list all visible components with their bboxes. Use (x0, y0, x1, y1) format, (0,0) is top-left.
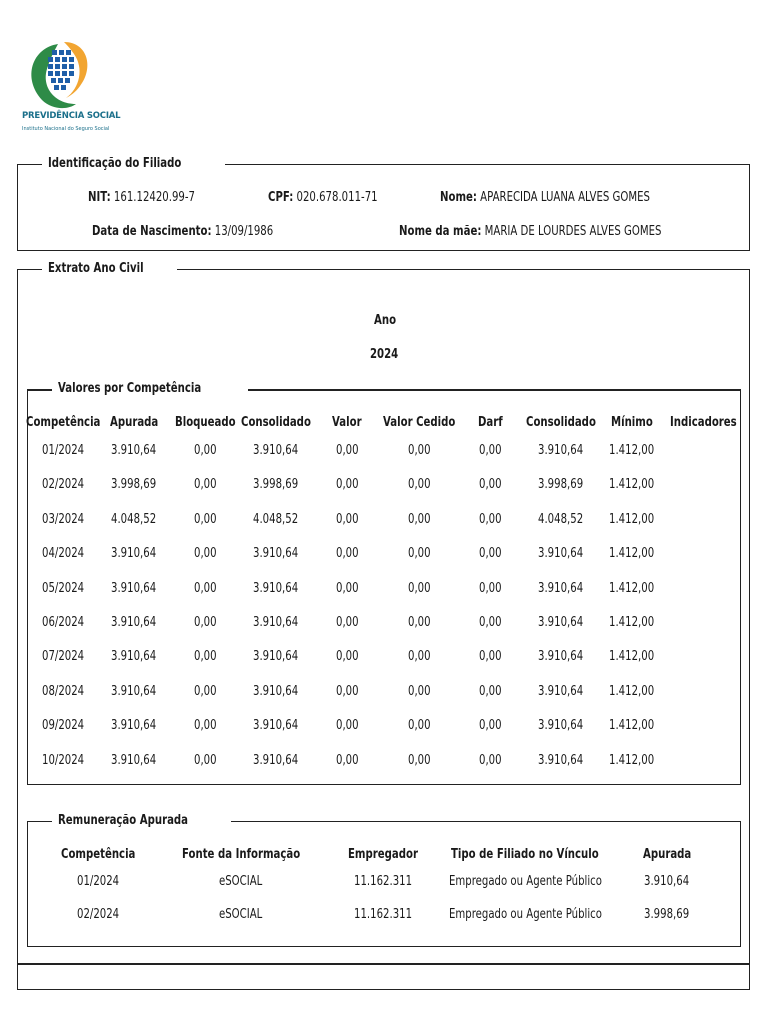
mae-label: Nome da mãe: (399, 224, 482, 239)
previdencia-social-logo (18, 38, 108, 138)
valores-cell: 0,00 (335, 511, 359, 527)
valores-cell: 4.048,52 (111, 511, 157, 527)
logo-subtitle: Instituto Nacional do Seguro Social (22, 126, 110, 132)
valores-cell: 0,00 (407, 752, 431, 768)
nascimento-value: 13/09/1986 (214, 224, 274, 239)
valores-cell: 3.910,64 (111, 649, 157, 665)
remuneracao-cell: eSOCIAL (219, 907, 263, 922)
cpf-field (268, 190, 409, 206)
valores-cell: 3.910,64 (538, 649, 584, 665)
valores-cell: 3.910,64 (111, 718, 157, 734)
valores-cell: 0,00 (478, 477, 502, 493)
valores-cell: 0,00 (193, 649, 217, 665)
valores-cell: 1.412,00 (609, 615, 655, 630)
valores-cell: 1.412,00 (609, 649, 655, 665)
mae-value: MARIA DE LOURDES ALVES GOMES (484, 224, 662, 239)
extrato-legend: Extrato Ano Civil (42, 261, 177, 277)
valores-cell: 0,00 (407, 615, 431, 630)
valores-cell: 1.412,00 (609, 443, 655, 458)
valores-cell: 3.910,64 (111, 580, 157, 596)
valores-header-5: Valor Cedido (382, 415, 456, 430)
remuneracao-cell: 3.998,69 (644, 907, 690, 922)
valores-cell: 0,00 (193, 718, 217, 734)
valores-cell: 0,00 (478, 752, 502, 768)
remuneracao-cell: 01/2024 (76, 874, 120, 889)
valores-cell: 01/2024 (41, 443, 85, 458)
valores-cell: 0,00 (193, 580, 217, 596)
valores-cell: 0,00 (335, 683, 359, 699)
remuneracao-legend: Remuneração Apurada (52, 813, 231, 829)
valores-cell: 0,00 (335, 752, 359, 768)
nascimento-label: Data de Nascimento: (92, 224, 212, 239)
valores-cell: 3.910,64 (253, 718, 299, 734)
remuneracao-cell: Empregado ou Agente Público (448, 874, 602, 889)
valores-cell: 0,00 (193, 443, 217, 458)
valores-cell: 03/2024 (41, 511, 85, 527)
valores-header-9: Indicadores (669, 415, 737, 430)
valores-cell: 0,00 (478, 683, 502, 699)
valores-cell: 0,00 (478, 649, 502, 665)
valores-legend: Valores por Competência (52, 381, 248, 397)
cpf-label: CPF: (268, 190, 294, 205)
valores-cell: 3.910,64 (111, 443, 157, 458)
valores-cell: 0,00 (335, 580, 359, 596)
valores-cell: 3.998,69 (538, 477, 584, 493)
remuneracao-cell: 3.910,64 (644, 874, 690, 889)
valores-cell: 1.412,00 (609, 752, 655, 768)
remuneracao-header-1: Fonte da Informação (181, 847, 301, 862)
valores-cell: 0,00 (335, 443, 359, 458)
valores-cell: 3.910,64 (253, 683, 299, 699)
valores-cell: 0,00 (193, 752, 217, 768)
cpf-value: 020.678.011-71 (296, 190, 378, 205)
valores-cell: 4.048,52 (253, 511, 299, 527)
remuneracao-cell: eSOCIAL (219, 874, 263, 889)
valores-cell: 3.910,64 (538, 683, 584, 699)
footer-strip (17, 964, 750, 990)
valores-cell: 0,00 (407, 546, 431, 562)
valores-cell: 3.910,64 (253, 546, 299, 562)
valores-cell: 0,00 (478, 580, 502, 596)
valores-cell: 3.910,64 (538, 580, 584, 596)
valores-cell: 0,00 (335, 649, 359, 665)
valores-cell: 3.910,64 (538, 443, 584, 458)
valores-cell: 3.910,64 (111, 615, 157, 630)
valores-cell: 06/2024 (41, 615, 85, 630)
valores-cell: 3.998,69 (111, 477, 157, 493)
ano-value: 2024 (370, 347, 399, 362)
nome-value: APARECIDA LUANA ALVES GOMES (480, 190, 650, 205)
valores-cell: 02/2024 (41, 477, 85, 493)
remuneracao-cell: 02/2024 (76, 907, 120, 922)
nit-value: 161.12420.99-7 (113, 190, 195, 205)
valores-cell: 3.910,64 (111, 683, 157, 699)
valores-cell: 3.910,64 (253, 580, 299, 596)
nome-label: Nome: (440, 190, 477, 205)
valores-cell: 0,00 (335, 477, 359, 493)
valores-cell: 3.998,69 (253, 477, 299, 493)
nit-label: NIT: (88, 190, 111, 205)
valores-header-6: Darf (477, 415, 503, 430)
valores-cell: 04/2024 (41, 546, 85, 562)
remuneracao-cell: Empregado ou Agente Público (448, 907, 602, 922)
valores-cell: 3.910,64 (253, 649, 299, 665)
valores-header-8: Mínimo (611, 415, 653, 430)
valores-cell: 0,00 (478, 615, 502, 630)
valores-header-2: Bloqueado (174, 415, 236, 430)
valores-header-4: Valor (332, 415, 362, 430)
valores-cell: 0,00 (193, 615, 217, 630)
valores-cell: 0,00 (193, 683, 217, 699)
valores-cell: 0,00 (335, 546, 359, 562)
valores-cell: 0,00 (193, 546, 217, 562)
valores-cell: 1.412,00 (609, 546, 655, 562)
remuneracao-cell: 11.162.311 (353, 907, 413, 922)
valores-cell: 0,00 (407, 477, 431, 493)
nome-field (440, 190, 709, 206)
valores-cell: 0,00 (407, 683, 431, 699)
valores-cell: 07/2024 (41, 649, 85, 665)
valores-cell: 3.910,64 (538, 546, 584, 562)
valores-header-0: Competência (25, 415, 101, 430)
identificacao-legend: Identificação do Filiado (42, 156, 225, 172)
valores-cell: 0,00 (407, 649, 431, 665)
valores-cell: 3.910,64 (253, 443, 299, 458)
valores-cell: 0,00 (407, 580, 431, 596)
valores-cell: 0,00 (193, 477, 217, 493)
valores-cell: 09/2024 (41, 718, 85, 734)
valores-cell: 3.910,64 (253, 752, 299, 768)
remuneracao-cell: 11.162.311 (353, 874, 413, 889)
valores-cell: 3.910,64 (111, 546, 157, 562)
valores-cell: 0,00 (407, 718, 431, 734)
valores-cell: 1.412,00 (609, 580, 655, 596)
valores-cell: 05/2024 (41, 580, 85, 596)
valores-cell: 3.910,64 (111, 752, 157, 768)
mae-field (399, 224, 736, 240)
valores-cell: 0,00 (478, 511, 502, 527)
valores-cell: 0,00 (193, 511, 217, 527)
valores-cell: 4.048,52 (538, 511, 584, 527)
valores-cell: 0,00 (407, 443, 431, 458)
valores-cell: 1.412,00 (609, 511, 655, 527)
nit-field (88, 190, 225, 206)
valores-cell: 0,00 (478, 546, 502, 562)
valores-cell: 1.412,00 (609, 718, 655, 734)
valores-header-1: Apurada (109, 415, 159, 430)
valores-cell: 3.910,64 (538, 718, 584, 734)
valores-cell: 3.910,64 (253, 615, 299, 630)
valores-cell: 0,00 (335, 718, 359, 734)
valores-cell: 10/2024 (41, 752, 85, 768)
remuneracao-header-2: Empregador (348, 847, 418, 862)
valores-cell: 0,00 (478, 443, 502, 458)
valores-header-7: Consolidado (526, 415, 596, 430)
valores-cell: 3.910,64 (538, 615, 584, 630)
valores-cell: 08/2024 (41, 683, 85, 699)
remuneracao-header-0: Competência (60, 847, 136, 862)
valores-cell: 1.412,00 (609, 477, 655, 493)
valores-cell: 0,00 (478, 718, 502, 734)
valores-cell: 0,00 (407, 511, 431, 527)
remuneracao-header-3: Tipo de Filiado no Vínculo (451, 847, 599, 862)
ano-label: Ano (374, 313, 397, 328)
valores-cell: 3.910,64 (538, 752, 584, 768)
nascimento-field (92, 224, 324, 240)
logo-title: PREVIDÊNCIA SOCIAL (22, 111, 121, 121)
valores-cell: 0,00 (335, 615, 359, 630)
valores-header-3: Consolidado (241, 415, 311, 430)
remuneracao-header-4: Apurada (642, 847, 692, 862)
valores-cell: 1.412,00 (609, 683, 655, 699)
